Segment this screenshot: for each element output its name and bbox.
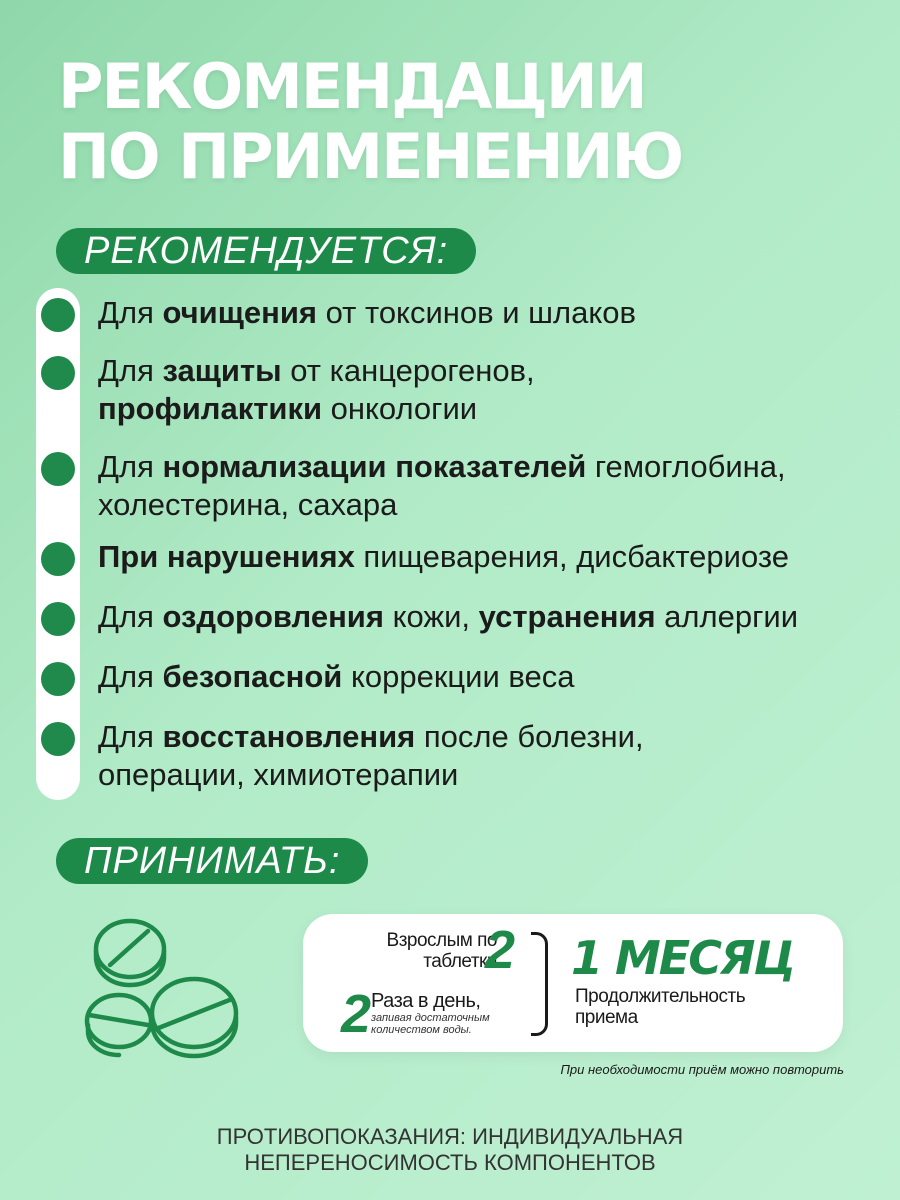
- list-item-bold-text: При нарушениях: [98, 539, 355, 574]
- dose-text-line-1: Взрослым по: [386, 930, 497, 951]
- list-item-text: аллергии: [655, 599, 799, 634]
- list-item-bold-text: защиты: [162, 353, 282, 388]
- page-title: [58, 52, 682, 192]
- list-item-text: Для: [98, 659, 163, 694]
- list-item-text: Для: [98, 353, 163, 388]
- times-note-line-2: количеством воды.: [371, 1024, 472, 1036]
- list-item-line: [98, 658, 878, 696]
- list-item-text: Для: [98, 719, 163, 754]
- list-item: [98, 658, 878, 696]
- list-item-text: операции, химиотерапии: [98, 757, 459, 792]
- times-number: 2: [341, 984, 372, 1044]
- list-item-text: Для: [98, 449, 163, 484]
- list-item-bold-text: оздоровления: [162, 599, 384, 634]
- list-item-line: [98, 390, 878, 428]
- bullet-dot: [41, 602, 75, 636]
- list-item: [98, 294, 878, 332]
- list-item-text: гемоглобина,: [586, 449, 786, 484]
- list-item: [98, 352, 878, 428]
- bullet-dot: [41, 452, 75, 486]
- duration-text: [575, 986, 825, 1028]
- bullet-dot: [41, 662, 75, 696]
- list-item-text: от токсинов и шлаков: [316, 295, 636, 330]
- contraindications-line-1: ПРОТИВОПОКАЗАНИЯ: ИНДИВИДУАЛЬНАЯ: [216, 1124, 684, 1149]
- list-item-text: Для: [98, 295, 163, 330]
- list-item-text: после болезни,: [415, 719, 644, 754]
- list-item-line: [98, 294, 878, 332]
- list-item-bold-text: нормализации показателей: [162, 449, 587, 484]
- list-item-line: [98, 718, 878, 756]
- dose-number: 2: [485, 920, 516, 980]
- list-item-text: пищеварения, дисбактериозе: [354, 539, 789, 574]
- dosage-card: [303, 914, 843, 1052]
- list-item: [98, 538, 878, 576]
- list-item-text: онкологии: [322, 391, 478, 426]
- recommended-label: РЕКОМЕНДУЕТСЯ:: [56, 228, 476, 274]
- list-item-text: от канцерогенов,: [281, 353, 535, 388]
- list-item-line: [98, 598, 878, 636]
- list-item-text: кожи,: [383, 599, 479, 634]
- bullet-dot: [41, 542, 75, 576]
- duration-text-line-1: Продолжительность: [575, 986, 746, 1007]
- bracket-divider: [531, 932, 548, 1036]
- repeat-note: При необходимости приём можно повторить: [560, 1062, 844, 1077]
- contraindications-line-2: НЕПЕРЕНОСИМОСТЬ КОМПОНЕНТОВ: [244, 1150, 656, 1175]
- list-item-text: коррекции веса: [342, 659, 575, 694]
- list-item: [98, 448, 878, 524]
- title-line-2: ПО ПРИМЕНЕНИЮ: [58, 120, 683, 193]
- list-item-bold-text: профилактики: [98, 391, 323, 426]
- list-item-bold-text: устранения: [478, 599, 656, 634]
- list-item-line: [98, 448, 878, 486]
- contraindications: [0, 1124, 900, 1176]
- bullet-dot: [41, 356, 75, 390]
- list-item-text: холестерина, сахара: [98, 487, 398, 522]
- list-item-bold-text: восстановления: [162, 719, 416, 754]
- dose-text-line-2: таблетки: [423, 951, 497, 972]
- bullet-dot: [41, 298, 75, 332]
- list-item-bold-text: безопасной: [162, 659, 343, 694]
- take-label: ПРИНИМАТЬ:: [56, 838, 368, 884]
- list-item-line: [98, 352, 878, 390]
- list-item-line: [98, 486, 878, 524]
- list-item: [98, 718, 878, 794]
- times-text: [371, 990, 525, 1036]
- dose-text: [339, 930, 497, 972]
- duration-text-line-2: приема: [575, 1007, 638, 1028]
- pills-icon: [82, 915, 252, 1065]
- list-item-bold-text: очищения: [162, 295, 317, 330]
- times-note-line-1: запивая достаточным: [371, 1012, 490, 1024]
- list-item-line: [98, 538, 878, 576]
- list-item-line: [98, 756, 878, 794]
- bullet-dot: [41, 722, 75, 756]
- duration-value: 1 МЕСЯЦ: [571, 931, 795, 985]
- title-line-1: РЕКОМЕНДАЦИИ: [58, 50, 646, 123]
- times-text-main: Раза в день,: [371, 990, 481, 1012]
- list-item-text: Для: [98, 599, 163, 634]
- list-item: [98, 598, 878, 636]
